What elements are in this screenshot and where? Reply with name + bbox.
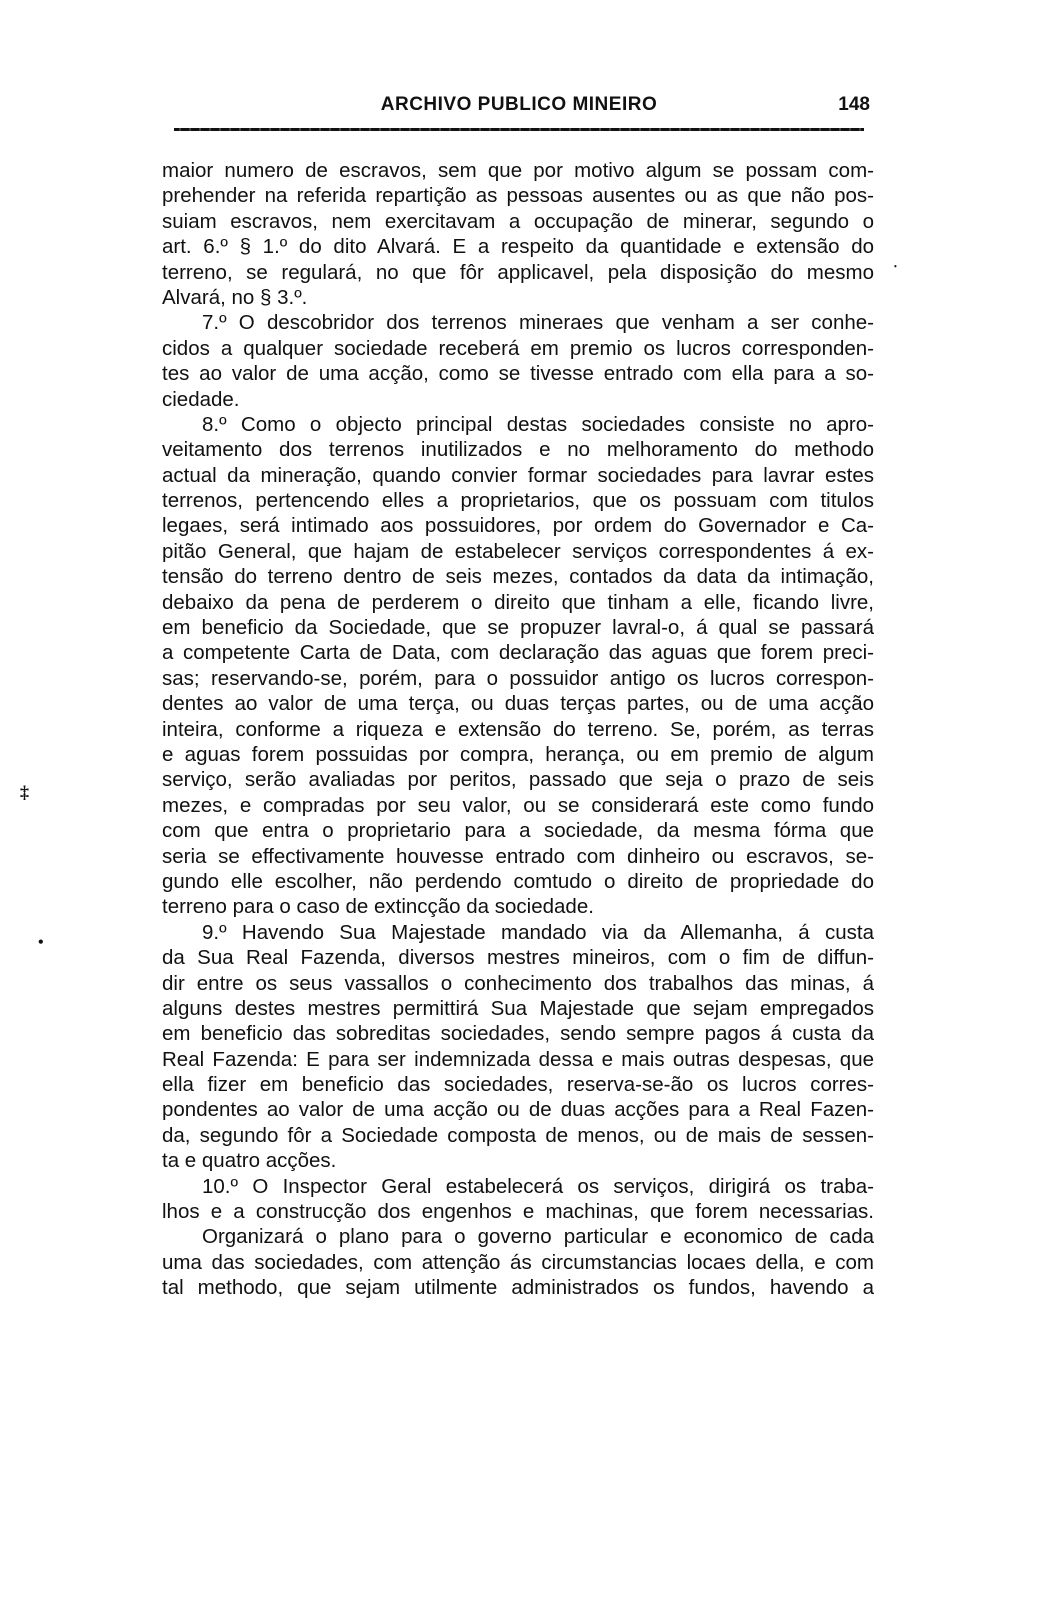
text-line: da, segundo fôr a Sociedade composta de menos, ou de mais de sessen- [162, 1123, 874, 1147]
page-header [164, 94, 874, 126]
text-line: a competente Carta de Data, com declaração das aguas que forem preci- [162, 641, 874, 665]
body-text [162, 158, 874, 1301]
text-line: serviço, serão avaliadas por peritos, passado que seja o prazo de seis [162, 768, 874, 792]
text-line: pitão General, que hajam de estabelecer serviços correspondentes á ex- [162, 539, 874, 563]
text-line: actual da mineração, quando convier formar sociedades para lavrar estes [162, 463, 874, 487]
text-line: legaes, será intimado aos possuidores, por ordem do Governador e Ca- [162, 514, 874, 538]
paragraph-8-start: 8.º Como o objecto principal destas sociedades consiste no apro- [202, 412, 874, 436]
text-line: debaixo da pena de perderem o direito que tinham a elle, ficando livre, [162, 590, 874, 614]
text-line: dir entre os seus vassallos o conhecimento dos trabalhos das minas, á [162, 971, 874, 995]
text-line: seria se effectivamente houvesse entrado com dinheiro ou escravos, se- [162, 844, 874, 868]
text-line: Alvará, no § 3.º. [162, 285, 308, 309]
left-margin-mark-2: • [38, 934, 44, 951]
text-line: gundo elle escolher, não perdendo comtudo o direito de propriedade do [162, 869, 874, 893]
text-line: da Sua Real Fazenda, diversos mestres mineiros, com o fim de diffun- [162, 946, 874, 970]
text-line: com que entra o proprietario para a sociedade, da mesma fórma que [162, 819, 874, 843]
paragraph-7-start: 7.º O descobridor dos terrenos mineraes que venham a ser conhe- [202, 311, 874, 335]
text-line: sas; reservando-se, porém, para o possuidor antigo os lucros correspon- [162, 666, 874, 690]
text-line: uma das sociedades, com attenção ás circumstancias locaes della, e com [162, 1250, 874, 1274]
text-line: inteira, conforme a riqueza e extensão do terreno. Se, porém, as terras [162, 717, 874, 741]
right-margin-mark: • [894, 262, 897, 271]
text-line: alguns destes mestres permittirá Sua Majestade que sejam empregados [162, 996, 874, 1020]
text-line: terrenos, pertencendo elles a proprietarios, que os possuam com titulos [162, 489, 874, 513]
text-line: ella fizer em beneficio das sociedades, reserva-se-ão os lucros corres- [162, 1073, 874, 1097]
text-line: ta e quatro acções. [162, 1149, 337, 1173]
text-line: suiam escravos, nem exercitavam a occupação de minerar, segundo o [162, 209, 874, 233]
text-line: maior numero de escravos, sem que por motivo algum se possam com- [162, 159, 874, 182]
paragraph-10-start: 10.º O Inspector Geral estabelecerá os serviços, dirigirá os traba- [202, 1174, 874, 1198]
page-number: 148 [838, 94, 870, 115]
text-line: em beneficio das sobreditas sociedades, sendo sempre pagos á custa da [162, 1022, 874, 1046]
text-line: veitamento dos terrenos inutilizados e no melhoramento do methodo [162, 438, 874, 462]
text-line: ciedade. [162, 387, 240, 411]
text-line: e aguas forem possuidas por compra, herança, ou em premio de algum [162, 742, 874, 766]
text-line: pondentes ao valor de uma acção ou de duas acções para a Real Fazen- [162, 1098, 874, 1122]
paragraph-organizara-start: Organizará o plano para o governo particular e economico de cada [202, 1225, 874, 1249]
running-title: ARCHIVO PUBLICO MINEIRO [380, 94, 658, 115]
header-rule [174, 128, 864, 131]
text-line: em beneficio da Sociedade, que se propuzer lavral-o, á qual se passará [162, 616, 874, 640]
text-line: art. 6.º § 1.º do dito Alvará. E a respeito da quantidade e extensão do [162, 235, 874, 259]
text-line: Real Fazenda: E para ser indemnizada dessa e mais outras despesas, que [162, 1047, 874, 1071]
text-line: dentes ao valor de uma terça, ou duas terças partes, ou de uma acção [162, 692, 874, 716]
text-line: tensão do terreno dentro de seis mezes, contados da data da intimação, [162, 565, 874, 589]
text-line: prehender na referida repartição as pessoas ausentes ou as que não pos- [162, 184, 874, 208]
left-margin-mark-1: ‡ [20, 782, 29, 802]
paragraph-9-start: 9.º Havendo Sua Majestade mandado via da Allemanha, á custa [202, 920, 874, 944]
text-line: cidos a qualquer sociedade receberá em premio os lucros corresponden- [162, 336, 874, 360]
text-line: tal methodo, que sejam utilmente administrados os fundos, havendo a [162, 1276, 874, 1300]
text-line: terreno para o caso de extincção da sociedade. [162, 895, 594, 919]
text-line: lhos e a construcção dos engenhos e machinas, que forem necessarias. [162, 1200, 874, 1224]
text-line: mezes, e compradas por seu valor, ou se considerará este como fundo [162, 793, 874, 817]
text-line: terreno, se regulará, no que fôr applicavel, pela disposição do mesmo [162, 260, 874, 284]
text-line: tes ao valor de uma acção, como se tivesse entrado com ella para a so- [162, 362, 874, 386]
